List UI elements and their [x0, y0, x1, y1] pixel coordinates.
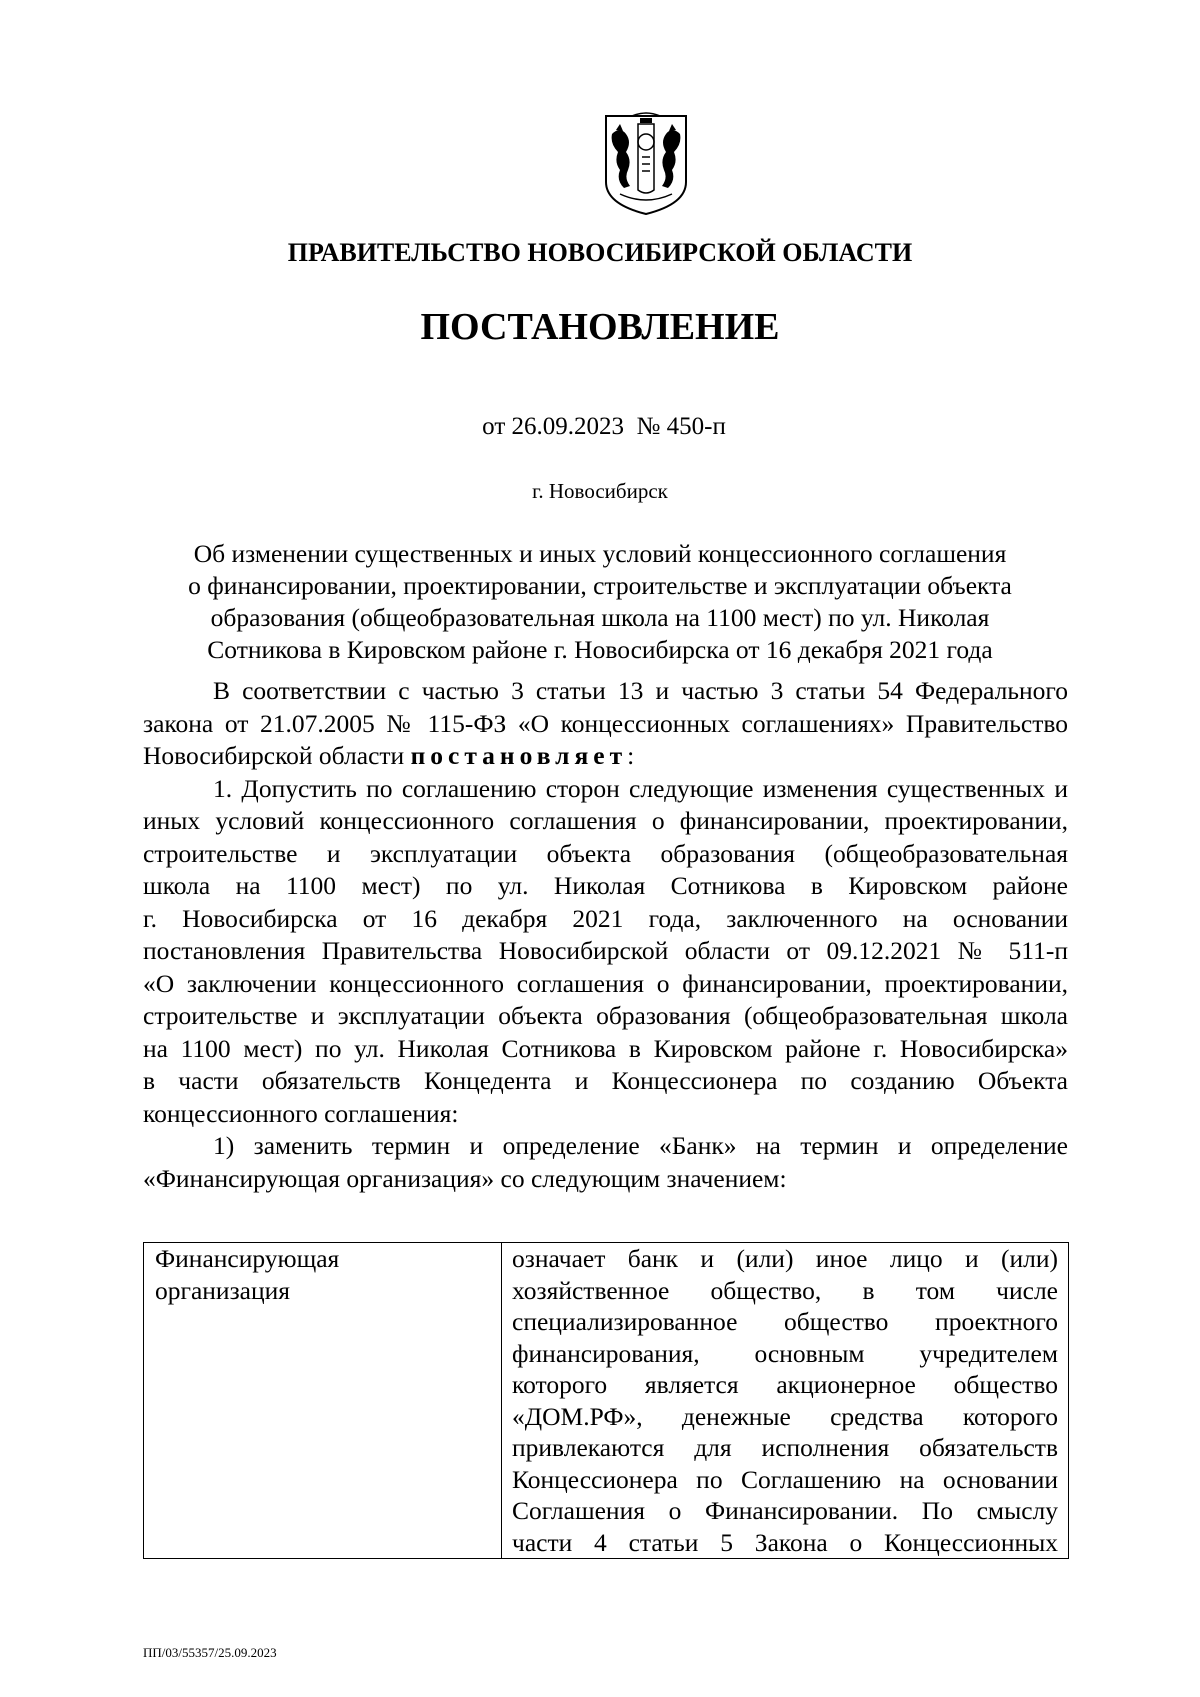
item1-line: концессионного соглашения:	[143, 1098, 459, 1128]
definition-cell	[502, 1243, 1069, 1559]
preamble-line-resolves	[143, 740, 1068, 773]
subject-line: образования (общеобразовательная школа на 1100 мест) по ул. Николая	[210, 603, 990, 632]
term-line: организация	[155, 1275, 290, 1305]
city-name: г. Новосибирск	[532, 479, 668, 503]
definition-line: которого является акционерное общество	[512, 1370, 1058, 1399]
resolves-emphasis: постановляет	[410, 741, 628, 770]
definition-line: Соглашения о Финансировании. По смыслу	[512, 1496, 1058, 1525]
item1-line: иных условий концессионного соглашения о финансировании, проектировании,	[143, 806, 1068, 835]
subject-line: Сотникова в Кировском районе г. Новосибирска от 16 декабря 2021 года	[207, 635, 993, 664]
item1-line: «О заключении концессионного соглашения о финансировании, проектировании,	[143, 968, 1068, 998]
preamble-line: закона от 21.07.2005 № 115-ФЗ «О концессионных соглашениях» Правительство	[143, 708, 1068, 738]
preamble-text: Новосибирской области	[143, 741, 411, 770]
item1-line: 1. Допустить по соглашению сторон следующие изменения существенных и	[213, 773, 1068, 803]
organization-title: ПРАВИТЕЛЬСТВО НОВОСИБИРСКОЙ ОБЛАСТИ	[287, 238, 913, 267]
subitem1-line: 1) заменить термин и определение «Банк» на термин и определение	[213, 1131, 1068, 1160]
definition-line: специализированное общество проектного	[512, 1307, 1058, 1336]
definition-line: «ДОМ.РФ», денежные средства которого	[512, 1401, 1058, 1431]
item1-line: постановления Правительства Новосибирской области от 09.12.2021 № 511-п	[143, 936, 1068, 965]
item1-line: строительстве и эксплуатации объекта образования (общеобразовательная школа	[143, 1001, 1068, 1030]
date-number-text: от 26.09.2023 № 450-п	[482, 413, 726, 440]
definition-line: Концессионера по Соглашению на основании	[512, 1464, 1058, 1494]
term-cell	[144, 1243, 502, 1559]
document-body	[143, 675, 1068, 1195]
definition-table	[143, 1242, 1069, 1559]
novosibirsk-coat-of-arms-icon	[602, 112, 690, 216]
preamble-line: В соответствии с частью 3 статьи 13 и частью 3 статьи 54 Федерального	[213, 676, 1068, 705]
subject-line: о финансировании, проектировании, строительстве и эксплуатации объекта	[188, 571, 1012, 600]
item1-line: строительстве и эксплуатации объекта образования (общеобразовательная	[143, 838, 1068, 868]
preamble-colon: :	[627, 741, 635, 770]
item1-line: на 1100 мест) по ул. Николая Сотникова в Кировском районе г. Новосибирска»	[143, 1033, 1068, 1063]
item1-line: г. Новосибирска от 16 декабря 2021 года, заключенного на основании	[143, 903, 1068, 933]
subject-line: Об изменении существенных и иных условий концессионного соглашения	[193, 539, 1007, 568]
table-row	[144, 1243, 1069, 1559]
document-subject	[0, 538, 1200, 666]
item1-line: школа на 1100 мест) по ул. Николая Сотникова в Кировском районе	[143, 871, 1068, 900]
date-number-line	[0, 413, 1200, 441]
definition-line: финансирования, основным учредителем	[512, 1338, 1058, 1368]
definition-line: части 4 статьи 5 Закона о Концессионных	[512, 1527, 1058, 1557]
document-type-title: ПОСТАНОВЛЕНИЕ	[420, 306, 780, 348]
definition-line: хозяйственное общество, в том числе	[512, 1275, 1058, 1305]
subitem1-line: «Финансирующая организация» со следующим значением:	[143, 1163, 787, 1193]
definition-line: означает банк и (или) иное лицо и (или)	[512, 1244, 1058, 1273]
definition-line: привлекаются для исполнения обязательств	[512, 1433, 1058, 1462]
term-line: Финансирующая	[155, 1244, 340, 1273]
document-code: ПП/03/55357/25.09.2023	[143, 1645, 277, 1660]
item1-line: в части обязательств Концедента и Концессионера по созданию Объекта	[143, 1066, 1068, 1095]
